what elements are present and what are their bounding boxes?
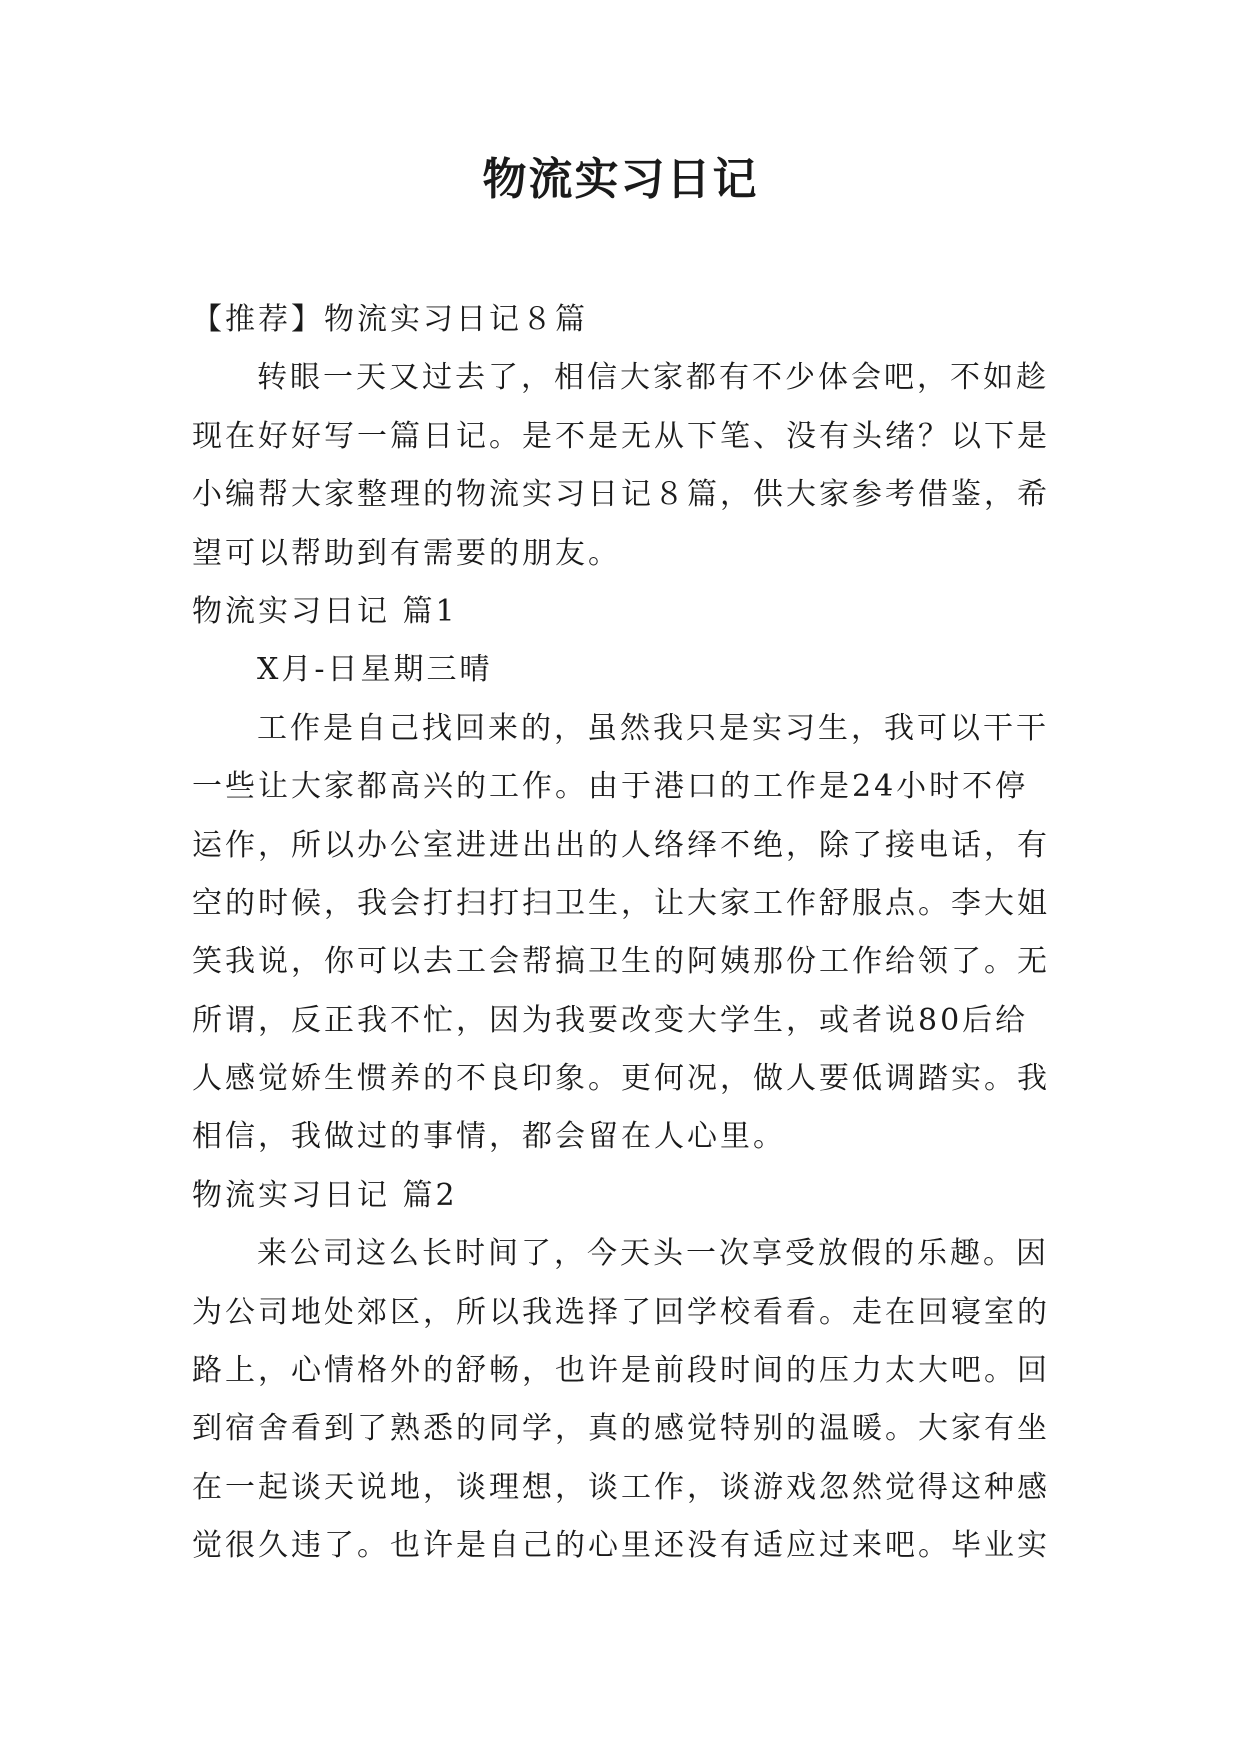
line-text: 运作，所以办公室进进出出的人络绎不绝，除了接电话，有 bbox=[192, 827, 1050, 863]
document-body bbox=[192, 291, 1057, 1576]
text-line bbox=[192, 1517, 1057, 1575]
line-text: 在一起谈天说地，谈理想，谈工作，谈游戏忽然觉得这种感 bbox=[192, 1469, 1050, 1505]
line-text: 转眼一天又过去了，相信大家都有不少体会吧，不如趁 bbox=[257, 360, 1049, 396]
line-text: X月-日星期三晴 bbox=[257, 652, 493, 688]
line-text: 相信，我做过的事情，都会留在人心里。 bbox=[192, 1119, 786, 1155]
line-text: 笑我说，你可以去工会帮搞卫生的阿姨那份工作给领了。无 bbox=[192, 944, 1050, 980]
text-line bbox=[192, 933, 1057, 991]
text-line bbox=[192, 1108, 1057, 1166]
line-text: 工作是自己找回来的，虽然我只是实习生，我可以干干 bbox=[257, 710, 1049, 746]
text-line bbox=[192, 1284, 1057, 1342]
section-heading bbox=[192, 1167, 1057, 1225]
text-line bbox=[192, 875, 1057, 933]
text-line bbox=[192, 408, 1057, 466]
line-text: 望可以帮助到有需要的朋友。 bbox=[192, 535, 621, 571]
text-line bbox=[192, 291, 1057, 349]
line-text: 空的时候，我会打扫打扫卫生，让大家工作舒服点。李大姐 bbox=[192, 885, 1050, 921]
document-title: 物流实习日记 bbox=[482, 154, 759, 205]
line-text: 【推荐】物流实习日记８篇 bbox=[192, 302, 588, 337]
line-text: 为公司地处郊区，所以我选择了回学校看看。走在回寝室的 bbox=[192, 1294, 1050, 1330]
line-text: 到宿舍看到了熟悉的同学，真的感觉特别的温暖。大家有坐 bbox=[192, 1411, 1050, 1447]
text-line bbox=[192, 525, 1057, 583]
text-line bbox=[192, 700, 1057, 758]
section-heading bbox=[192, 583, 1057, 641]
line-text: 物流实习日记 篇1 bbox=[192, 593, 458, 629]
line-text: 觉很久违了。也许是自己的心里还没有适应过来吧。毕业实 bbox=[192, 1528, 1050, 1564]
line-text: 来公司这么长时间了，今天头一次享受放假的乐趣。因 bbox=[257, 1236, 1049, 1272]
text-line bbox=[192, 817, 1057, 875]
line-text: 所谓，反正我不忙，因为我要改变大学生，或者说80后给 bbox=[192, 1002, 1029, 1038]
text-line bbox=[192, 349, 1057, 407]
line-text: 小编帮大家整理的物流实习日记８篇，供大家参考借鉴，希 bbox=[192, 477, 1050, 513]
text-line bbox=[192, 758, 1057, 816]
text-line bbox=[192, 1050, 1057, 1108]
text-line bbox=[192, 1225, 1057, 1283]
text-line bbox=[192, 641, 1057, 699]
text-line bbox=[192, 466, 1057, 524]
text-line bbox=[192, 992, 1057, 1050]
text-line bbox=[192, 1342, 1057, 1400]
line-text: 路上，心情格外的舒畅，也许是前段时间的压力太大吧。回 bbox=[192, 1353, 1050, 1389]
text-line bbox=[192, 1459, 1057, 1517]
line-text: 人感觉娇生惯养的不良印象。更何况，做人要低调踏实。我 bbox=[192, 1061, 1050, 1097]
text-line bbox=[192, 1400, 1057, 1458]
line-text: 现在好好写一篇日记。是不是无从下笔、没有头绪？以下是 bbox=[192, 418, 1050, 454]
line-text: 一些让大家都高兴的工作。由于港口的工作是24小时不停 bbox=[192, 769, 1029, 805]
line-text: 物流实习日记 篇2 bbox=[192, 1177, 458, 1213]
